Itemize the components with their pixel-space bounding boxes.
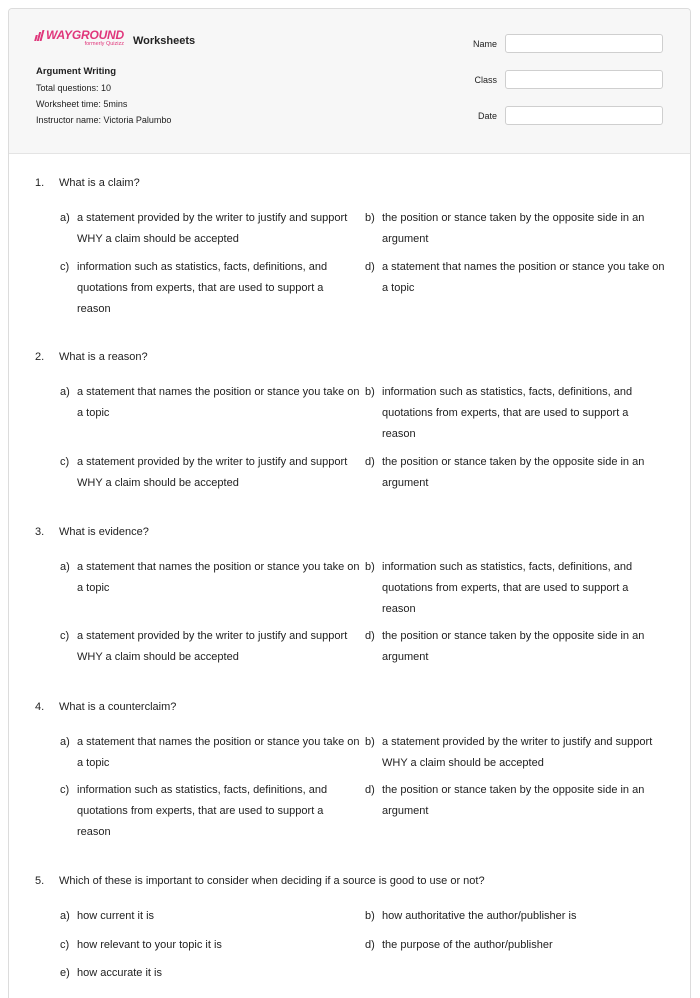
- question-3: [35, 526, 149, 538]
- question-number: 1.: [35, 177, 45, 189]
- option-5d[interactable]: d) the purpose of the author/publisher: [365, 939, 553, 951]
- class-field-row: [474, 70, 663, 89]
- option-4d[interactable]: d) the position or stance taken by the opposite side in an argument: [365, 784, 645, 817]
- option-3b[interactable]: b) information such as statistics, facts, definitions, and quotations from experts, that are used to support a reason: [365, 561, 633, 615]
- instructor-name: Instructor name: Victoria Palumbo: [36, 115, 172, 125]
- worksheet-title: Argument Writing: [36, 66, 117, 77]
- question-number: 3.: [35, 526, 45, 538]
- question-4: [35, 701, 176, 713]
- option-4a[interactable]: a) a statement that names the position or stance you take on a topic: [60, 736, 360, 769]
- option-2d[interactable]: d) the position or stance taken by the opposite side in an argument: [365, 456, 645, 489]
- question-number: 2.: [35, 351, 45, 363]
- wayground-logo: [35, 29, 124, 48]
- option-1b[interactable]: b) the position or stance taken by the opposite side in an argument: [365, 212, 645, 245]
- option-5c[interactable]: c) how relevant to your topic it is: [60, 939, 222, 951]
- name-field-row: [473, 34, 663, 53]
- brand-label: Worksheets: [132, 35, 196, 47]
- class-input[interactable]: [505, 70, 663, 89]
- question-number: 5.: [35, 875, 45, 887]
- worksheet-header: [9, 9, 690, 154]
- question-text: Which of these is important to consider when deciding if a source is good to use or not?: [59, 875, 485, 887]
- question-text: What is a claim?: [59, 177, 140, 189]
- option-2b[interactable]: b) information such as statistics, facts, definitions, and quotations from experts, that are used to support a reason: [365, 386, 633, 440]
- name-input[interactable]: [505, 34, 663, 53]
- question-1: [35, 177, 140, 189]
- question-5: [35, 875, 485, 887]
- class-label: Class: [474, 74, 497, 85]
- total-questions: Total questions: 10: [36, 83, 112, 93]
- brand: [35, 29, 195, 48]
- option-5e[interactable]: e) how accurate it is: [60, 967, 162, 979]
- option-2a[interactable]: a) a statement that names the position or stance you take on a topic: [60, 386, 360, 419]
- question-text: What is evidence?: [59, 526, 149, 538]
- date-label: Date: [477, 110, 497, 121]
- logo-subtext: formerly Quizizz: [84, 41, 124, 47]
- option-4c[interactable]: c) information such as statistics, facts, definitions, and quotations from experts, that are used to support a reason: [60, 784, 328, 838]
- option-5b[interactable]: b) how authoritative the author/publisher is: [365, 910, 577, 922]
- question-text: What is a counterclaim?: [59, 701, 177, 713]
- date-input[interactable]: [505, 106, 663, 125]
- question-text: What is a reason?: [59, 351, 148, 363]
- option-1c[interactable]: c) information such as statistics, facts, definitions, and quotations from experts, that are used to support a reason: [60, 261, 328, 315]
- option-3c[interactable]: c) a statement provided by the writer to justify and support WHY a claim should be accepted: [60, 630, 348, 663]
- worksheet-page: [8, 8, 691, 998]
- question-2: [35, 351, 148, 363]
- date-field-row: [478, 106, 663, 125]
- option-4b[interactable]: b) a statement provided by the writer to justify and support WHY a claim should be accepted: [365, 736, 653, 769]
- option-1a[interactable]: a) a statement provided by the writer to justify and support WHY a claim should be accepted: [60, 212, 348, 245]
- worksheet-time: Worksheet time: 5mins: [36, 99, 128, 109]
- worksheet-meta: [36, 66, 171, 131]
- option-3d[interactable]: d) the position or stance taken by the opposite side in an argument: [365, 630, 645, 663]
- name-label: Name: [472, 38, 497, 49]
- question-number: 4.: [35, 701, 45, 713]
- option-1d[interactable]: d) a statement that names the position or stance you take on a topic: [365, 261, 665, 294]
- option-5a[interactable]: a) how current it is: [60, 910, 155, 922]
- logo-text: WAYGROUND: [46, 28, 124, 42]
- logo-mark-icon: [35, 30, 44, 41]
- option-3a[interactable]: a) a statement that names the position or stance you take on a topic: [60, 561, 360, 594]
- option-2c[interactable]: c) a statement provided by the writer to justify and support WHY a claim should be accepted: [60, 456, 348, 489]
